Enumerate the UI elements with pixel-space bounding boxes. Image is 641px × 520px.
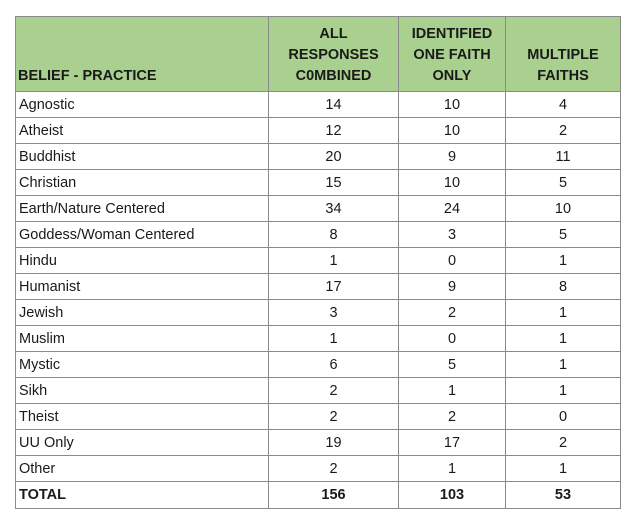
header-line: ONLY bbox=[432, 68, 472, 84]
row-multiple-faiths: 2 bbox=[506, 118, 621, 144]
table-row bbox=[16, 196, 621, 222]
table-row bbox=[16, 378, 621, 404]
row-one-faith-only: 24 bbox=[399, 196, 506, 222]
row-label: Sikh bbox=[16, 378, 269, 404]
table-row bbox=[16, 326, 621, 352]
row-label: Hindu bbox=[16, 248, 269, 274]
row-label: Jewish bbox=[16, 300, 269, 326]
row-label: Muslim bbox=[16, 326, 269, 352]
header-line: RESPONSES bbox=[288, 47, 379, 63]
row-multiple-faiths: 1 bbox=[506, 326, 621, 352]
row-label: Other bbox=[16, 456, 269, 482]
row-multiple-faiths: 8 bbox=[506, 274, 621, 300]
row-label: Humanist bbox=[16, 274, 269, 300]
belief-practice-table bbox=[15, 16, 621, 509]
total-one-faith-only: 103 bbox=[399, 482, 506, 509]
row-multiple-faiths: 1 bbox=[506, 456, 621, 482]
total-row bbox=[16, 482, 621, 509]
header-line: IDENTIFIED bbox=[411, 26, 493, 42]
table-row bbox=[16, 456, 621, 482]
row-label: Agnostic bbox=[16, 92, 269, 118]
row-multiple-faiths: 2 bbox=[506, 430, 621, 456]
table-row bbox=[16, 352, 621, 378]
row-all-responses: 1 bbox=[269, 248, 399, 274]
row-multiple-faiths: 10 bbox=[506, 196, 621, 222]
row-all-responses: 2 bbox=[269, 456, 399, 482]
row-one-faith-only: 3 bbox=[399, 222, 506, 248]
row-label: Earth/Nature Centered bbox=[16, 196, 269, 222]
table-row bbox=[16, 170, 621, 196]
row-all-responses: 2 bbox=[269, 404, 399, 430]
row-all-responses: 14 bbox=[269, 92, 399, 118]
row-one-faith-only: 1 bbox=[399, 456, 506, 482]
row-all-responses: 20 bbox=[269, 144, 399, 170]
total-all-responses: 156 bbox=[269, 482, 399, 509]
table-row bbox=[16, 404, 621, 430]
row-label: Christian bbox=[16, 170, 269, 196]
row-label: Atheist bbox=[16, 118, 269, 144]
row-one-faith-only: 9 bbox=[399, 144, 506, 170]
table-row bbox=[16, 430, 621, 456]
table-row bbox=[16, 222, 621, 248]
row-multiple-faiths: 11 bbox=[506, 144, 621, 170]
row-all-responses: 6 bbox=[269, 352, 399, 378]
table-row bbox=[16, 118, 621, 144]
header-line: C0MBINED bbox=[295, 68, 372, 84]
header-belief-practice: BELIEF - PRACTICE bbox=[16, 17, 269, 92]
total-label: TOTAL bbox=[16, 482, 269, 509]
header-line: FAITHS bbox=[537, 68, 589, 84]
table-row bbox=[16, 144, 621, 170]
table-row bbox=[16, 92, 621, 118]
table-footer bbox=[16, 482, 621, 509]
row-multiple-faiths: 1 bbox=[506, 378, 621, 404]
table-row bbox=[16, 274, 621, 300]
table-row bbox=[16, 300, 621, 326]
row-all-responses: 3 bbox=[269, 300, 399, 326]
table-row bbox=[16, 248, 621, 274]
total-multiple-faiths: 53 bbox=[506, 482, 621, 509]
row-one-faith-only: 2 bbox=[399, 300, 506, 326]
row-one-faith-only: 1 bbox=[399, 378, 506, 404]
row-label: Goddess/Woman Centered bbox=[16, 222, 269, 248]
row-multiple-faiths: 1 bbox=[506, 352, 621, 378]
row-multiple-faiths: 1 bbox=[506, 248, 621, 274]
row-all-responses: 8 bbox=[269, 222, 399, 248]
header-all-responses-combined bbox=[269, 17, 399, 92]
header-identified-one-faith-only bbox=[399, 17, 506, 92]
row-one-faith-only: 10 bbox=[399, 118, 506, 144]
row-all-responses: 15 bbox=[269, 170, 399, 196]
header-multiple-faiths bbox=[506, 17, 621, 92]
row-one-faith-only: 2 bbox=[399, 404, 506, 430]
header-line: ONE FAITH bbox=[413, 47, 491, 63]
row-all-responses: 19 bbox=[269, 430, 399, 456]
row-one-faith-only: 10 bbox=[399, 170, 506, 196]
row-all-responses: 17 bbox=[269, 274, 399, 300]
row-multiple-faiths: 5 bbox=[506, 170, 621, 196]
belief-practice-table-container bbox=[15, 16, 621, 509]
row-one-faith-only: 0 bbox=[399, 248, 506, 274]
row-one-faith-only: 5 bbox=[399, 352, 506, 378]
row-label: Mystic bbox=[16, 352, 269, 378]
row-multiple-faiths: 1 bbox=[506, 300, 621, 326]
header-row bbox=[16, 17, 621, 92]
row-one-faith-only: 0 bbox=[399, 326, 506, 352]
table-header bbox=[16, 17, 621, 92]
row-multiple-faiths: 0 bbox=[506, 404, 621, 430]
row-all-responses: 2 bbox=[269, 378, 399, 404]
header-line: MULTIPLE bbox=[527, 47, 599, 63]
row-multiple-faiths: 5 bbox=[506, 222, 621, 248]
row-all-responses: 12 bbox=[269, 118, 399, 144]
row-label: Buddhist bbox=[16, 144, 269, 170]
header-line: ALL bbox=[319, 26, 348, 42]
row-one-faith-only: 9 bbox=[399, 274, 506, 300]
row-all-responses: 34 bbox=[269, 196, 399, 222]
row-label: Theist bbox=[16, 404, 269, 430]
row-multiple-faiths: 4 bbox=[506, 92, 621, 118]
row-label: UU Only bbox=[16, 430, 269, 456]
row-one-faith-only: 17 bbox=[399, 430, 506, 456]
table-body bbox=[16, 92, 621, 482]
row-all-responses: 1 bbox=[269, 326, 399, 352]
row-one-faith-only: 10 bbox=[399, 92, 506, 118]
